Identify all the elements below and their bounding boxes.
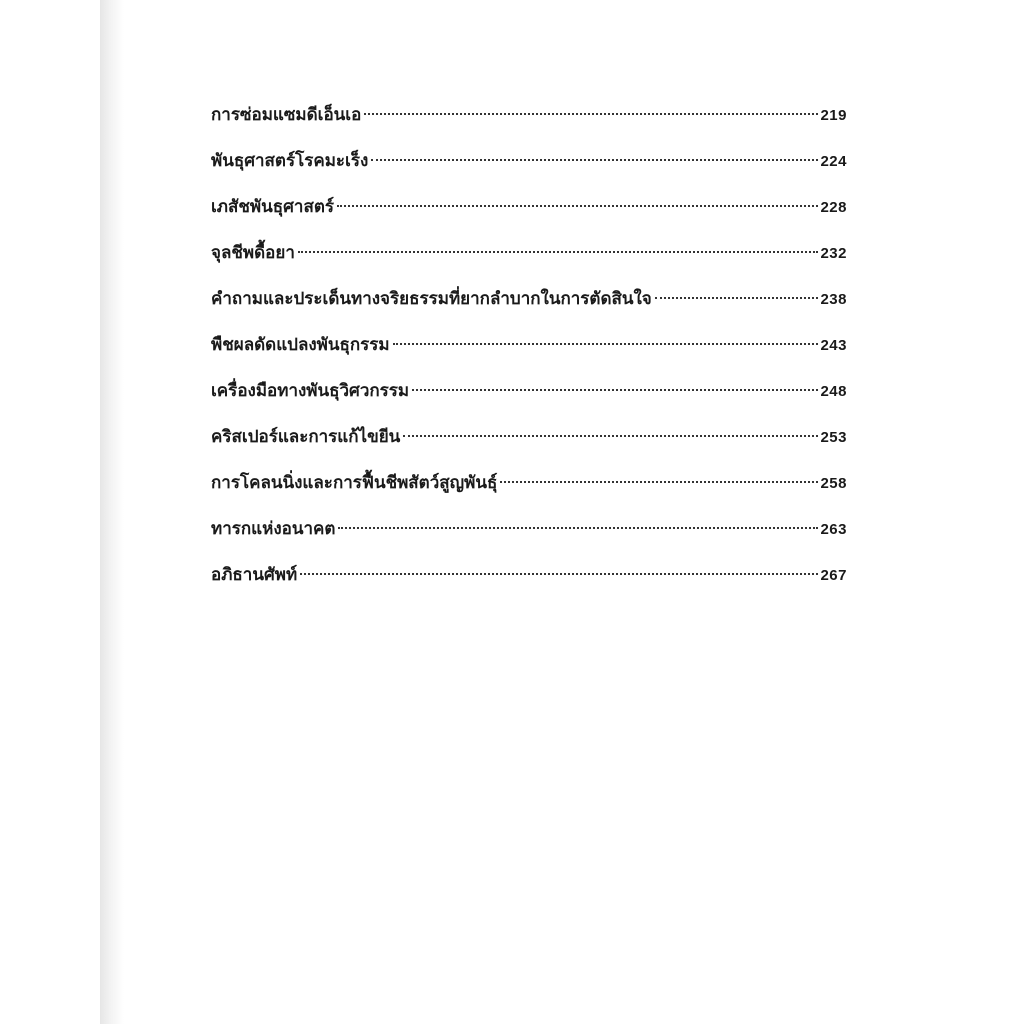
toc-page-number: 224 [820,153,847,170]
toc-dot-leader [500,481,818,483]
toc-entry-title: การซ่อมแซมดีเอ็นเอ [211,105,362,125]
toc-dot-leader [412,389,818,391]
table-of-contents [211,100,847,606]
toc-entry-title: คริสเปอร์และการแก้ไขยีน [211,427,401,447]
toc-page-number: 258 [820,475,847,492]
toc-entry-title: การโคลนนิ่งและการฟื้นชีพสัตว์สูญพันธุ์ [211,473,498,493]
toc-entry [211,238,847,284]
toc-dot-leader [337,205,818,207]
toc-entry-title: อภิธานศัพท์ [211,565,298,585]
toc-page-number: 253 [820,429,847,446]
toc-entry [211,560,847,606]
toc-entry-title: จุลชีพดื้อยา [211,243,295,263]
toc-dot-leader [364,113,818,115]
toc-entry [211,468,847,514]
toc-entry [211,330,847,376]
toc-entry-title: เภสัชพันธุศาสตร์ [211,197,335,217]
toc-page-number: 248 [820,383,847,400]
toc-page-number: 238 [820,291,847,308]
toc-dot-leader [403,435,818,437]
toc-page-number: 219 [820,107,847,124]
page-gutter [0,0,100,1024]
toc-dot-leader [298,251,819,253]
toc-entry [211,100,847,146]
toc-entry [211,376,847,422]
toc-entry-title: เครื่องมือทางพันธุวิศวกรรม [211,381,410,401]
toc-dot-leader [371,159,818,161]
toc-dot-leader [300,573,818,575]
toc-page-number: 232 [820,245,847,262]
toc-entry-title: พืชผลดัดแปลงพันธุกรรม [211,335,390,355]
toc-entry [211,284,847,330]
toc-page-number: 243 [820,337,847,354]
toc-dot-leader [393,343,819,345]
toc-entry [211,514,847,560]
toc-page-number: 267 [820,567,847,584]
toc-page-number: 263 [820,521,847,538]
toc-entry [211,422,847,468]
toc-entry-title: ทารกแห่งอนาคต [211,519,336,539]
toc-entry [211,146,847,192]
page-spine-shadow [100,0,124,1024]
toc-entry-title: คำถามและประเด็นทางจริยธรรมที่ยากลำบากในการตัดสินใจ [211,289,652,309]
toc-dot-leader [338,527,818,529]
toc-entry-title: พันธุศาสตร์โรคมะเร็ง [211,151,369,171]
toc-entry [211,192,847,238]
toc-page-number: 228 [820,199,847,216]
toc-dot-leader [655,297,819,299]
